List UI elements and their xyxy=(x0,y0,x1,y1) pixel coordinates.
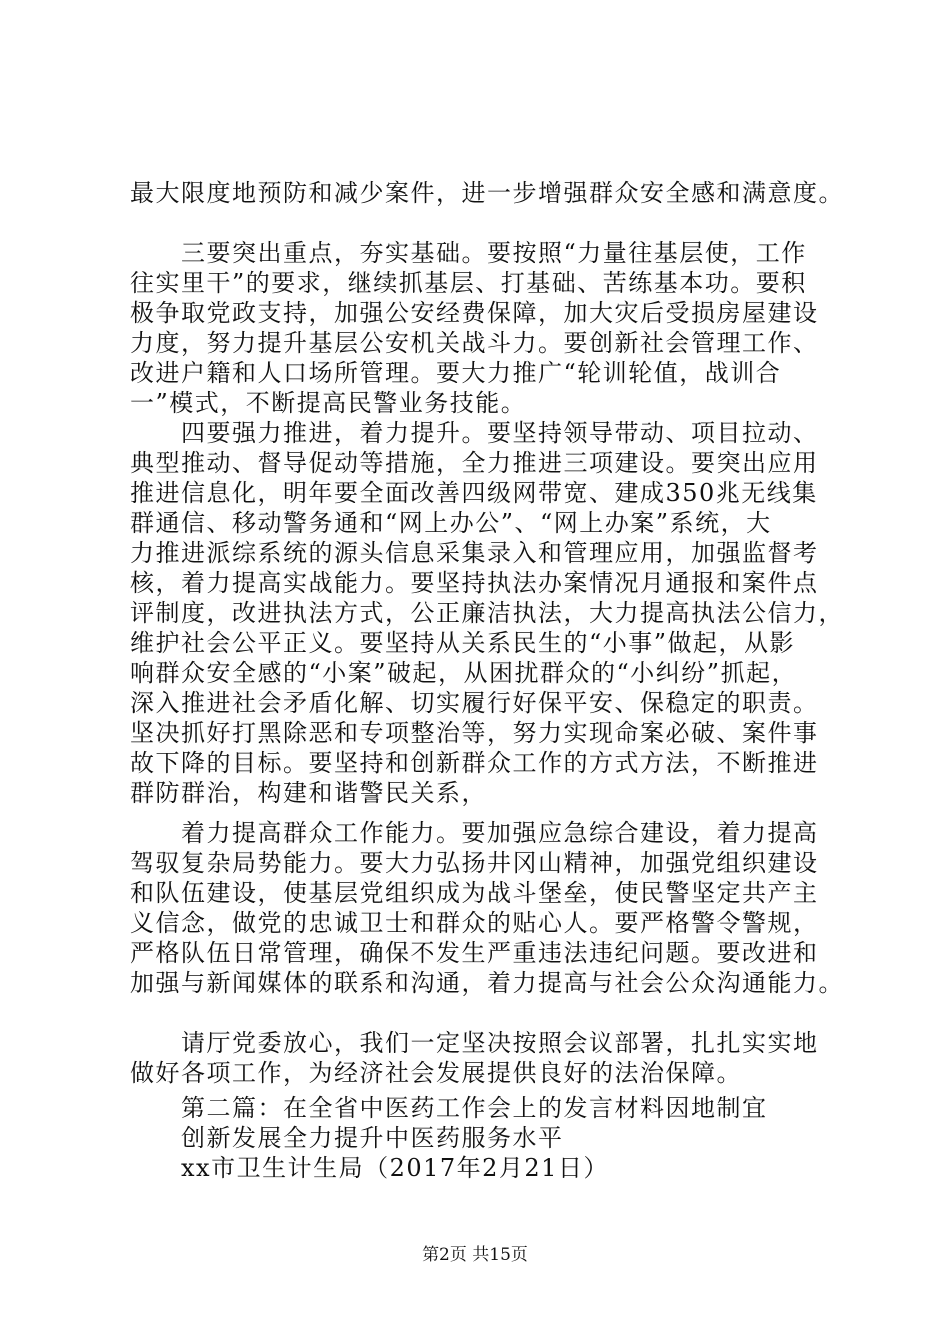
text-line: 核，着力提高实战能力。要坚持执法办案情况月通报和案件点 xyxy=(130,569,819,597)
section-subheading: 创新发展全力提升中医药服务水平 xyxy=(130,1124,564,1152)
text-line: 维护社会公平正义。要坚持从关系民生的“小事”做起，从影 xyxy=(130,629,796,657)
text-line: 和队伍建设，使基层党组织成为战斗堡垒，使民警坚定共产主 xyxy=(130,879,819,907)
text-line: 严格队伍日常管理，确保不发生严重违法违纪问题。要改进和 xyxy=(130,939,819,967)
text-line: 深入推进社会矛盾化解、切实履行好保平安、保稳定的职责。 xyxy=(130,689,819,717)
text-line: 力度，努力提升基层公安机关战斗力。要创新社会管理工作、 xyxy=(130,329,819,357)
text-line: 义信念，做党的忠诚卫士和群众的贴心人。要严格警令警规， xyxy=(130,909,819,937)
text-line: 故下降的目标。要坚持和创新群众工作的方式方法，不断推进 xyxy=(130,749,819,777)
text-line: 评制度，改进执法方式，公正廉洁执法，大力提高执法公信力， xyxy=(130,599,844,627)
text-line: 驾驭复杂局势能力。要大力弘扬井冈山精神，加强党组织建设 xyxy=(130,849,819,877)
text-line: 加强与新闻媒体的联系和沟通，着力提高与社会公众沟通能力。 xyxy=(130,969,844,997)
text-line: 力推进派综系统的源头信息采集录入和管理应用，加强监督考 xyxy=(130,539,819,567)
section-heading: 第二篇：在全省中医药工作会上的发言材料因地制宜 xyxy=(130,1094,768,1122)
text-line: 响群众安全感的“小案”破起，从困扰群众的“小纠纷”抓起， xyxy=(130,659,798,687)
text-line: 一”模式，不断提高民警业务技能。 xyxy=(130,389,527,417)
text-line: 群通信、移动警务通和“网上办公”、“网上办案”系统，大 xyxy=(130,509,772,537)
author-line: xx市卫生计生局（2017年2月21日） xyxy=(130,1154,609,1182)
text-line: 改进户籍和人口场所管理。要大力推广“轮训轮值，战训合 xyxy=(130,359,782,387)
text-line: 着力提高群众工作能力。要加强应急综合建设，着力提高 xyxy=(130,819,819,847)
page-number-footer: 第2页 共15页 xyxy=(422,1245,528,1265)
text-line: 最大限度地预防和减少案件，进一步增强群众安全感和满意度。 xyxy=(130,179,844,207)
text-line: 做好各项工作，为经济社会发展提供良好的法治保障。 xyxy=(130,1059,742,1087)
text-line: 四要强力推进，着力提升。要坚持领导带动、项目拉动、 xyxy=(130,419,819,447)
text-line: 三要突出重点，夯实基础。要按照“力量往基层使，工作 xyxy=(130,239,807,267)
text-line: 坚决抓好打黑除恶和专项整治等，努力实现命案必破、案件事 xyxy=(130,719,819,747)
text-line: 推进信息化，明年要全面改善四级网带宽、建成350兆无线集 xyxy=(130,479,818,507)
text-line: 典型推动、督导促动等措施，全力推进三项建设。要突出应用 xyxy=(130,449,819,477)
text-line: 请厅党委放心，我们一定坚决按照会议部署，扎扎实实地 xyxy=(130,1029,819,1057)
text-line: 极争取党政支持，加强公安经费保障，加大灾后受损房屋建设 xyxy=(130,299,819,327)
text-line: 往实里干”的要求，继续抓基层、打基础、苦练基本功。要积 xyxy=(130,269,807,297)
text-line: 群防群治，构建和谐警民关系， xyxy=(130,779,487,807)
